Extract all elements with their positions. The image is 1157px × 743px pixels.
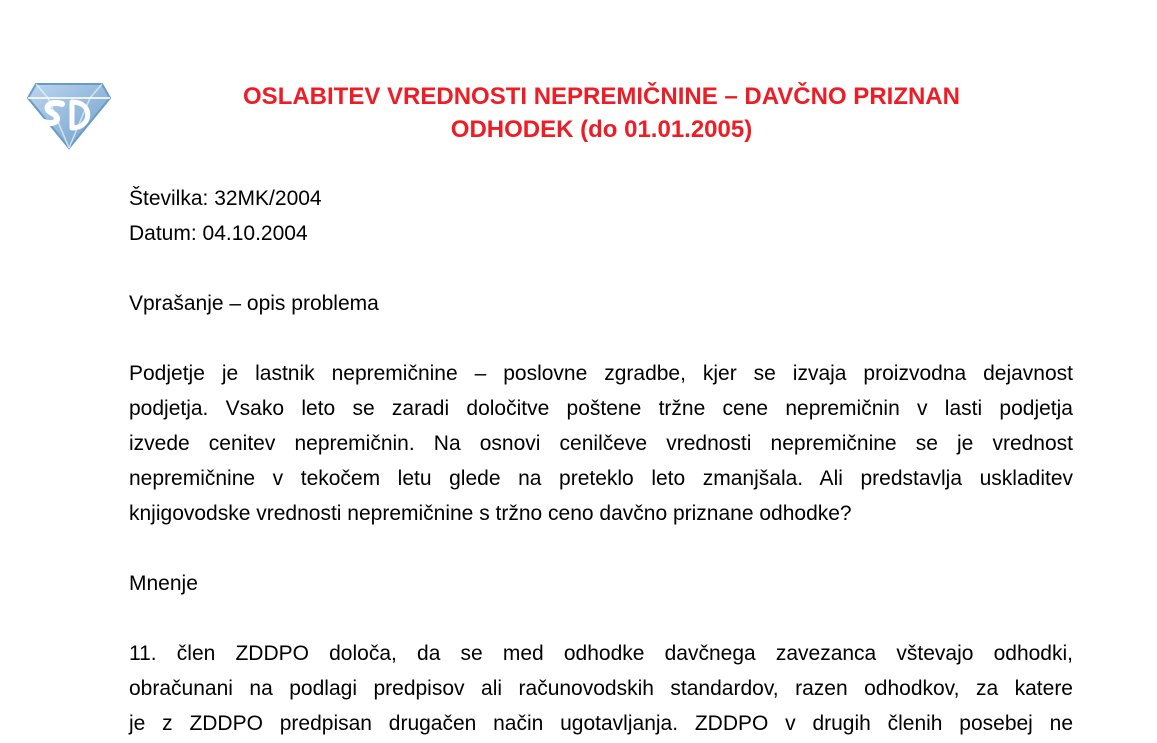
document-title-line-2: ODHODEK (do 01.01.2005) [450,116,753,143]
paragraph-line: Podjetje je lastnik nepremičnine – poslovne zgradbe, kjer se izvaja proizvodna dejavnost [129,362,1073,385]
company-logo-icon [26,76,112,150]
paragraph-line: podjetja. Vsako leto se zaradi določitve poštene tržne cene nepremičnin v lasti podjetja [129,397,1073,420]
paragraph-line: obračunani na podlagi predpisov ali računovodskih standardov, razen odhodkov, za katere [129,677,1073,700]
opinion-paragraph [129,636,1073,741]
document-date: Datum: 04.10.2004 [129,222,308,245]
paragraph-line: je z ZDDPO predpisan drugačen način ugotavljanja. ZDDPO v drugih členih posebej ne [129,712,1073,735]
document-number: Številka: 32MK/2004 [129,187,322,210]
question-heading: Vprašanje – opis problema [129,292,379,315]
document-title [130,80,1073,146]
opinion-heading: Mnenje [129,572,198,595]
paragraph-line: 11. člen ZDDPO določa, da se med odhodke davčnega zavezanca vštevajo odhodki, [129,642,1073,665]
paragraph-line: knjigovodske vrednosti nepremičnine s tržno ceno davčno priznane odhodke? [129,502,852,525]
document-title-line-1: OSLABITEV VREDNOSTI NEPREMIČNINE – DAVČNO PRIZNAN [243,83,960,110]
paragraph-line: nepremičnine v tekočem letu glede na preteklo leto zmanjšala. Ali predstavlja uskladitev [129,467,1073,490]
paragraph-line: izvede cenitev nepremičnin. Na osnovi cenilčeve vrednosti nepremičnine se je vrednost [129,432,1073,455]
question-paragraph [129,356,1073,531]
